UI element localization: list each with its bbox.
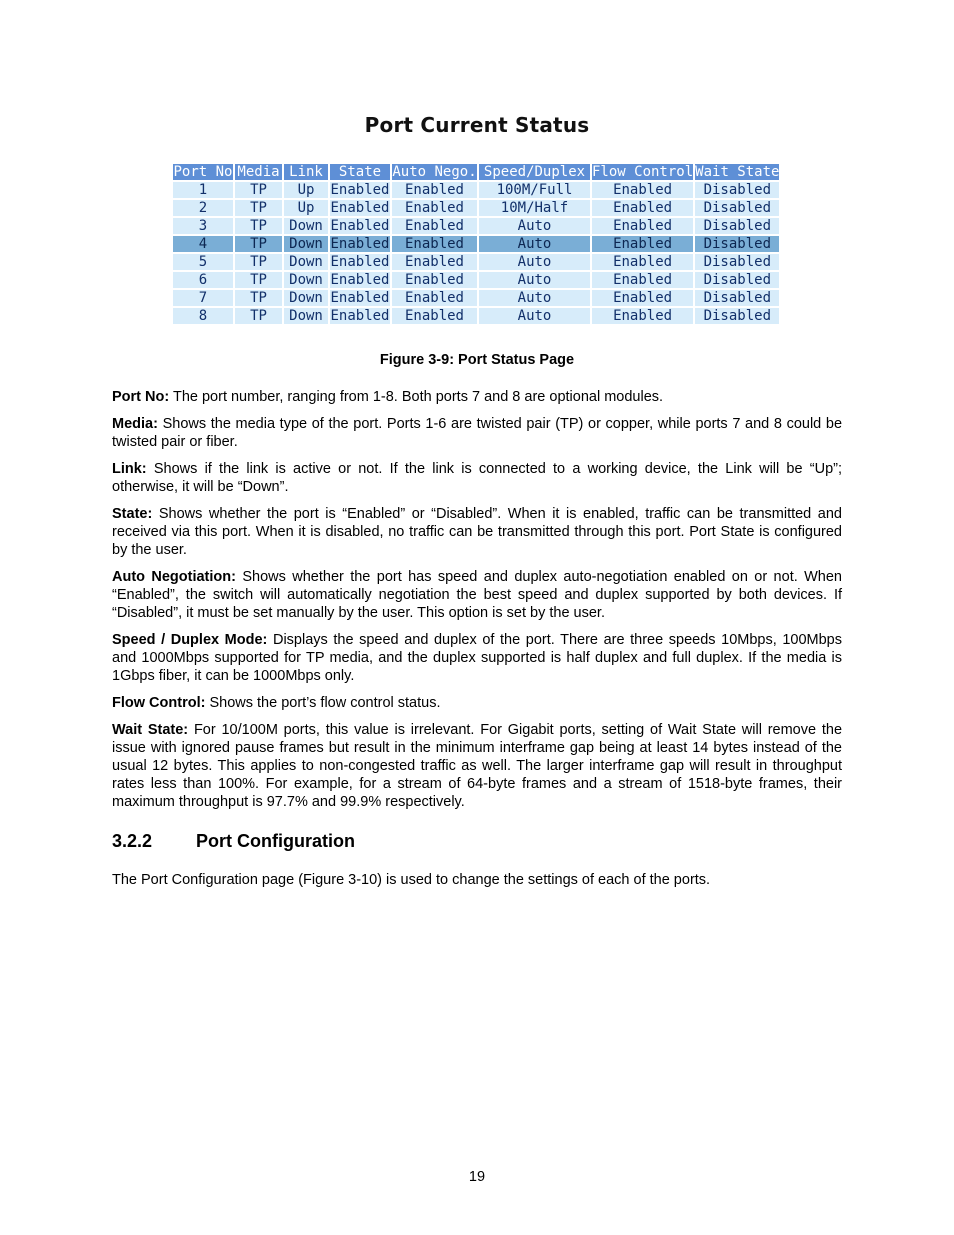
cell-port-no: 8 — [172, 307, 234, 325]
cell-port-no: 6 — [172, 271, 234, 289]
definition-speed-duplex — [112, 631, 842, 685]
column-header-port-no: Port No — [173, 164, 233, 180]
definition-text: Shows whether the port has speed and duplex auto-negotiation enabled on or not. When “Enabled”, the switch will automatically negotiation the best speed and duplex supported by both devices. If “Disabled”, it must be set manually by the user. This option is set by the user. — [112, 569, 843, 621]
port-status-table — [171, 162, 781, 326]
cell-wait-state: Disabled — [694, 217, 780, 235]
cell-flow-control: Enabled — [591, 235, 694, 253]
cell-link: Up — [283, 181, 329, 199]
cell-wait-state: Disabled — [694, 181, 780, 199]
cell-flow-control: Enabled — [591, 181, 694, 199]
definition-text: Displays the speed and duplex of the port. There are three speeds 10Mbps, 100Mbps and 1000Mbps supported for TP media, and the duplex supported is half duplex and full duplex. If the media is 1Gbps fiber, it can be 1000Mbps only. — [112, 632, 842, 684]
cell-auto-nego: Enabled — [391, 199, 478, 217]
figure-title: Port Current Status — [364, 113, 590, 137]
column-header-media: Media — [234, 163, 283, 181]
definition-term: Flow Control: — [112, 695, 206, 711]
section-intro: The Port Configuration page (Figure 3-10) is used to change the settings of each of the ports. — [112, 872, 711, 888]
cell-wait-state: Disabled — [694, 199, 780, 217]
table-row — [172, 289, 780, 307]
figure-caption: Figure 3-9: Port Status Page — [379, 352, 575, 368]
definition-text: Shows if the link is active or not. If the link is connected to a working device, the Link will be “Up”; otherwise, it will be “Down”. — [112, 461, 842, 495]
cell-speed-duplex: 10M/Half — [478, 199, 591, 217]
table-header-row — [172, 163, 780, 181]
cell-media: TP — [234, 217, 283, 235]
cell-port-no: 4 — [172, 235, 234, 253]
definition-text: Shows the port’s flow control status. — [209, 695, 441, 711]
cell-media: TP — [234, 199, 283, 217]
column-header-speed-duplex: Speed/Duplex — [478, 163, 591, 181]
cell-link: Down — [283, 253, 329, 271]
definition-term: Link: — [112, 461, 147, 477]
cell-state: Enabled — [330, 236, 390, 252]
definitions-list — [112, 388, 842, 820]
cell-link: Down — [283, 289, 329, 307]
cell-link: Down — [283, 217, 329, 235]
cell-flow-control: Enabled — [591, 289, 694, 307]
table-row-highlighted — [172, 235, 780, 253]
cell-auto-nego: Enabled — [391, 253, 478, 271]
cell-port-no: 7 — [172, 289, 234, 307]
cell-wait-state: Disabled — [694, 307, 780, 325]
cell-wait-state: Disabled — [694, 235, 780, 253]
cell-speed-duplex: 100M/Full — [478, 181, 591, 199]
definition-link — [112, 460, 842, 496]
table-row — [172, 199, 780, 217]
column-header-wait-state: Wait State — [695, 164, 780, 180]
cell-speed-duplex: Auto — [478, 235, 591, 253]
definition-state — [112, 505, 842, 559]
cell-port-no: 2 — [172, 199, 234, 217]
definition-text: Shows the media type of the port. Ports 1-6 are twisted pair (TP) or copper, while ports 7 and 8 could be twisted pair or fiber. — [112, 416, 843, 450]
definition-term: Auto Negotiation: — [112, 569, 236, 585]
cell-auto-nego: Enabled — [391, 307, 478, 325]
cell-auto-nego: Enabled — [391, 235, 478, 253]
column-header-auto-nego: Auto Nego. — [392, 164, 477, 180]
definition-flow-control — [112, 694, 842, 712]
cell-state: Enabled — [330, 290, 390, 306]
definition-term: Speed / Duplex Mode: — [112, 632, 268, 648]
cell-port-no: 1 — [172, 181, 234, 199]
table-row — [172, 217, 780, 235]
definition-text: For 10/100M ports, this value is irrelevant. For Gigabit ports, setting of Wait State will remove the issue with ignored pause frames but result in the minimum interframe gap being at least 14 bytes instead of the usual 12 bytes. This applies to non-congested traffic as well. The larger interframe gap will result in throughput rates less than 100%. For example, for a stream of 64-byte frames and a stream of 1518-byte frames, their maximum throughput is 97.7% and 99.9% respectively. — [112, 722, 843, 810]
cell-state: Enabled — [330, 200, 390, 216]
cell-state: Enabled — [330, 308, 390, 324]
definition-term: Media: — [112, 416, 158, 432]
cell-flow-control: Enabled — [591, 271, 694, 289]
cell-media: TP — [234, 289, 283, 307]
cell-flow-control: Enabled — [591, 217, 694, 235]
cell-wait-state: Disabled — [694, 253, 780, 271]
cell-auto-nego: Enabled — [391, 181, 478, 199]
definition-port-no — [112, 388, 842, 406]
definition-term: Port No: — [112, 389, 170, 405]
table-row — [172, 307, 780, 325]
cell-flow-control: Enabled — [591, 253, 694, 271]
cell-link: Down — [283, 271, 329, 289]
definition-auto-negotiation — [112, 568, 842, 622]
cell-state: Enabled — [330, 182, 390, 198]
section-title: Port Configuration — [196, 831, 355, 851]
cell-auto-nego: Enabled — [391, 217, 478, 235]
cell-link: Down — [283, 235, 329, 253]
cell-auto-nego: Enabled — [391, 289, 478, 307]
definition-term: State: — [112, 506, 153, 522]
cell-link: Up — [283, 199, 329, 217]
cell-media: TP — [234, 235, 283, 253]
cell-speed-duplex: Auto — [478, 217, 591, 235]
table-row — [172, 181, 780, 199]
section-heading — [112, 831, 355, 852]
cell-speed-duplex: Auto — [478, 253, 591, 271]
cell-media: TP — [234, 253, 283, 271]
cell-state: Enabled — [330, 272, 390, 288]
cell-state: Enabled — [330, 254, 390, 270]
cell-port-no: 3 — [172, 217, 234, 235]
cell-link: Down — [283, 307, 329, 325]
cell-media: TP — [234, 181, 283, 199]
column-header-flow-control: Flow Control — [592, 164, 694, 180]
cell-speed-duplex: Auto — [478, 271, 591, 289]
cell-wait-state: Disabled — [694, 289, 780, 307]
column-header-state: State — [329, 163, 391, 181]
cell-state: Enabled — [330, 218, 390, 234]
section-number: 3.2.2 — [112, 831, 153, 851]
definition-text: The port number, ranging from 1-8. Both ports 7 and 8 are optional modules. — [172, 389, 664, 405]
definition-wait-state — [112, 721, 842, 811]
definition-text: Shows whether the port is “Enabled” or “Disabled”. When it is enabled, traffic can be transmitted and received via this port. When it is disabled, no traffic can be transmitted through this port. Port State is configured by the user. — [112, 506, 842, 558]
table-row — [172, 271, 780, 289]
cell-speed-duplex: Auto — [478, 289, 591, 307]
cell-auto-nego: Enabled — [391, 271, 478, 289]
cell-speed-duplex: Auto — [478, 307, 591, 325]
page-number: 19 — [468, 1169, 486, 1185]
definition-media — [112, 415, 842, 451]
cell-port-no: 5 — [172, 253, 234, 271]
table-row — [172, 253, 780, 271]
cell-flow-control: Enabled — [591, 307, 694, 325]
cell-media: TP — [234, 307, 283, 325]
cell-media: TP — [234, 271, 283, 289]
column-header-link: Link — [283, 163, 329, 181]
cell-wait-state: Disabled — [694, 271, 780, 289]
cell-flow-control: Enabled — [591, 199, 694, 217]
definition-term: Wait State: — [112, 722, 189, 738]
